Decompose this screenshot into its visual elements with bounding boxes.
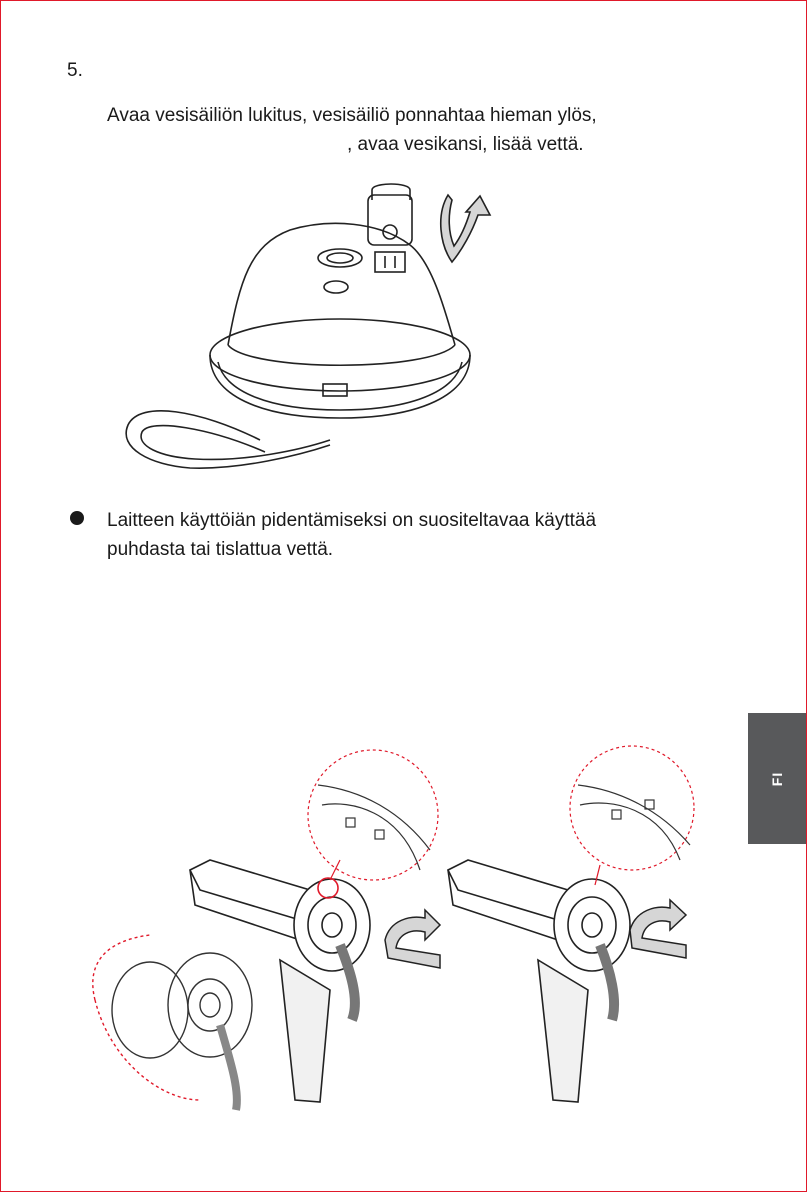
tank-detachment-detail [93,935,252,1110]
rotate-arrow-icon [385,910,440,968]
callout-zoom-right [570,746,694,885]
note-line2: puhdasta tai tislattua vettä. [107,539,334,560]
rotate-arrow-icon [630,900,686,958]
handle-illustration [448,860,630,1102]
step-number: 5. [67,60,83,81]
step-instructions-line2: , avaa vesikansi, lisää vettä. [347,134,584,155]
callout-zoom-middle [308,750,438,880]
step-instructions-line1: Avaa vesisäiliön lukitus, vesisäiliö ponnahtaa hieman ylös, [107,105,597,126]
language-tab-label: FI [768,771,785,786]
unlock-icon [375,830,384,839]
lock-icon [612,810,621,819]
note-line1: Laitteen käyttöiän pidentämiseksi on suositeltavaa käyttää [107,510,597,531]
lock-icon [346,818,355,827]
